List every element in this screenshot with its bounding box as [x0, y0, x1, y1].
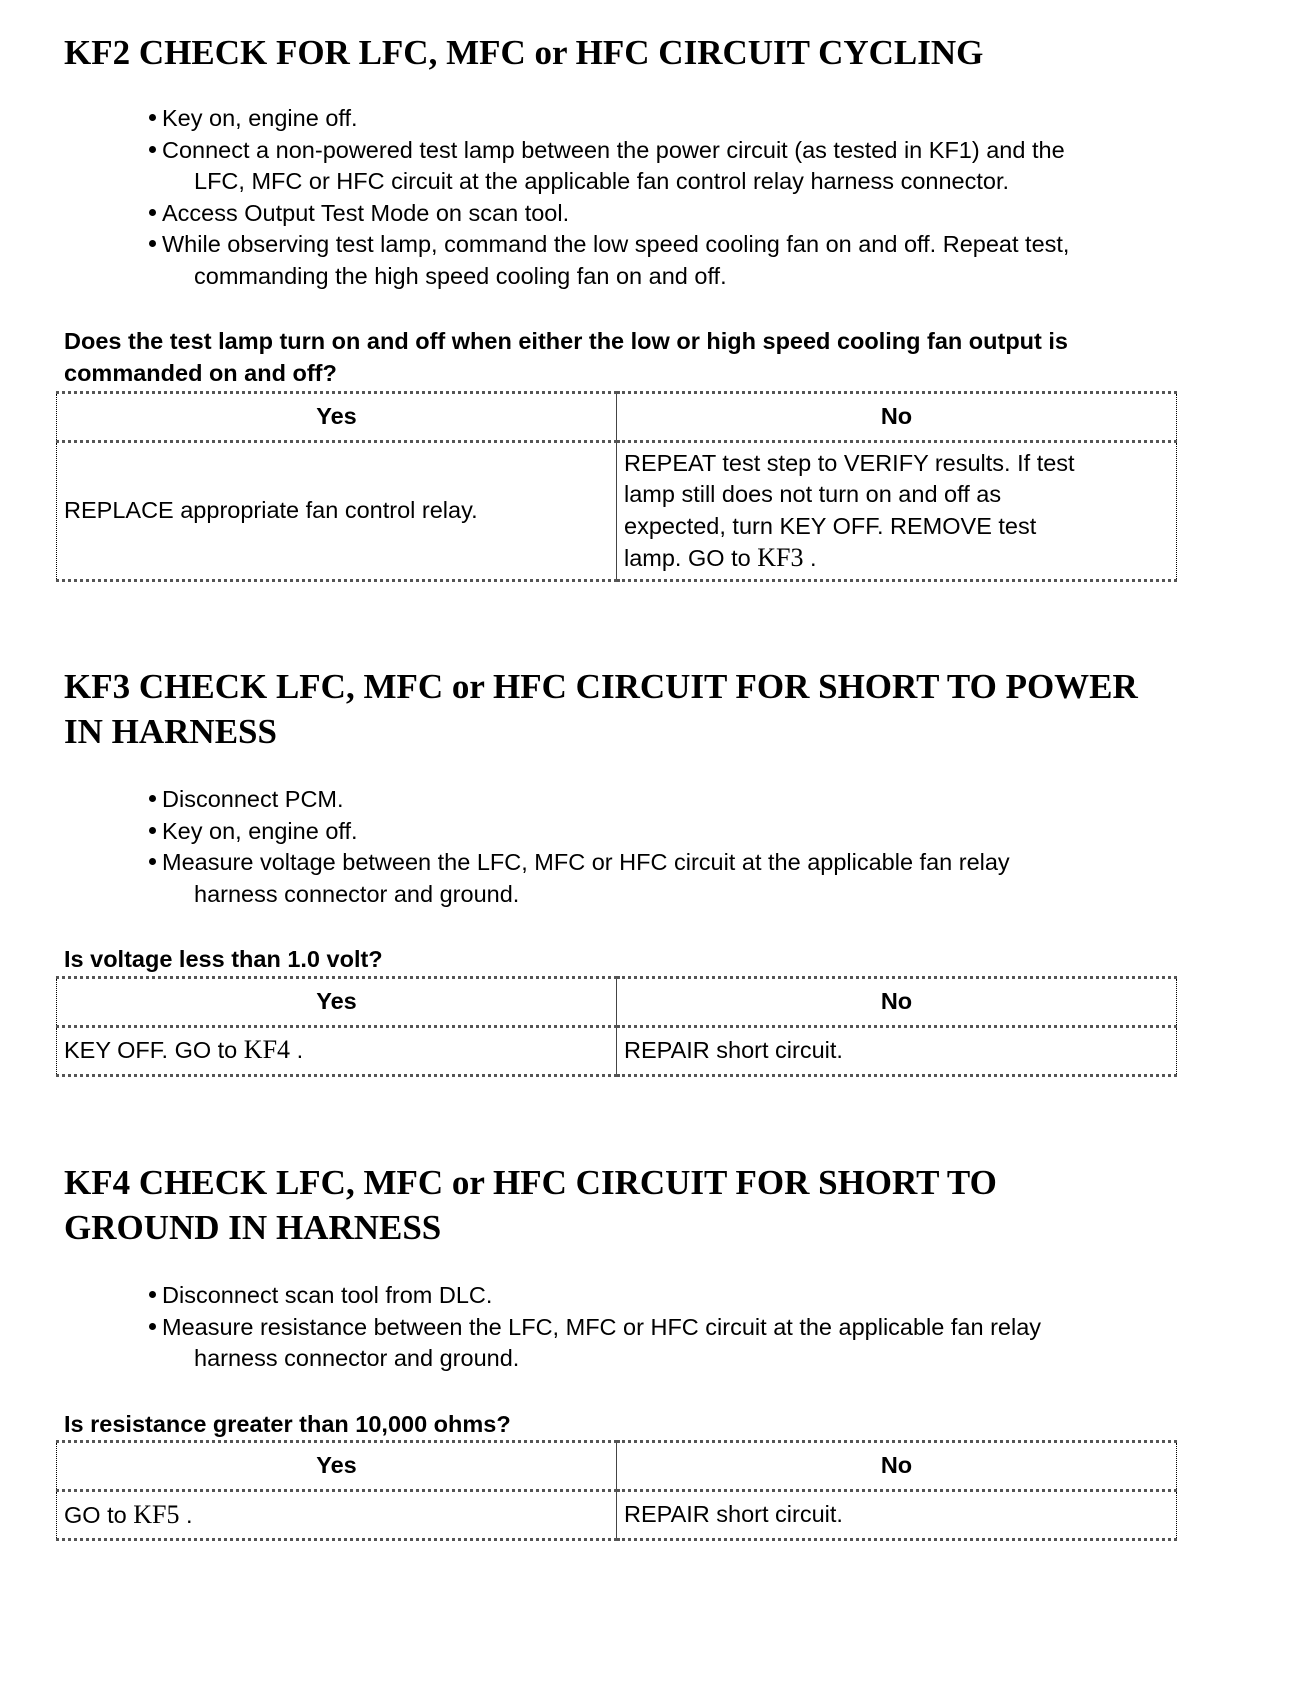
- bullet-icon: [149, 1323, 156, 1330]
- step-text-continued: harness connector and ground.: [194, 1345, 520, 1371]
- yes-action-text: REPLACE appropriate fan control relay.: [64, 497, 478, 524]
- yes-cell: [57, 1491, 617, 1540]
- yes-cell: [57, 1026, 617, 1075]
- step-text: While observing test lamp, command the low speed cooling fan on and off. Repeat test,: [162, 231, 1070, 257]
- no-action-text: lamp. GO to: [624, 545, 758, 571]
- step-item: [144, 847, 1254, 910]
- result-table-kf3: [56, 976, 1177, 1077]
- no-action-text: REPAIR short circuit.: [624, 1036, 843, 1063]
- table-row: [57, 1026, 1177, 1075]
- heading-line: IN HARNESS: [64, 712, 277, 751]
- result-table-kf4: [56, 1440, 1177, 1541]
- no-cell: [617, 442, 1177, 581]
- step-text: Access Output Test Mode on scan tool.: [162, 199, 570, 226]
- step-item: [144, 103, 1254, 135]
- section-kf4: [64, 1160, 1264, 1541]
- question-kf2: [64, 326, 1264, 389]
- step-text: Disconnect PCM.: [162, 786, 344, 812]
- section-heading-kf4: [64, 1160, 1264, 1250]
- bullet-icon: [149, 146, 156, 153]
- result-table-kf2: [56, 391, 1177, 582]
- yes-header: Yes: [57, 393, 617, 442]
- heading-line: GROUND IN HARNESS: [64, 1208, 442, 1247]
- heading-line: KF3 CHECK LFC, MFC or HFC CIRCUIT FOR SHORT TO POWER: [64, 667, 1138, 706]
- section-heading-kf2: [64, 30, 1264, 75]
- table-header-row: [57, 977, 1177, 1026]
- no-header: No: [617, 393, 1177, 442]
- bullet-icon: [149, 827, 156, 834]
- no-action-text: REPEAT test step to VERIFY results. If test: [624, 449, 1075, 476]
- step-text: Measure resistance between the LFC, MFC or HFC circuit at the applicable fan relay: [162, 1313, 1042, 1340]
- step-text-continued: LFC, MFC or HFC circuit at the applicable fan control relay harness connector.: [194, 168, 1010, 194]
- step-item: [144, 1280, 1254, 1312]
- no-action-text: lamp still does not turn on and off as: [624, 481, 1002, 507]
- step-text: Disconnect scan tool from DLC.: [162, 1282, 493, 1308]
- step-text: Key on, engine off.: [162, 817, 358, 844]
- question-line: Does the test lamp turn on and off when either the low or high speed cooling fan output is: [64, 328, 1068, 354]
- step-item: [144, 816, 1254, 848]
- bullet-icon: [149, 240, 156, 247]
- bullet-icon: [149, 209, 156, 216]
- step-item: [144, 1312, 1254, 1375]
- table-header-row: [57, 393, 1177, 442]
- bullet-icon: [149, 795, 156, 802]
- no-cell: [617, 1491, 1177, 1540]
- question-line: commanded on and off?: [64, 359, 337, 386]
- goto-kf5-link[interactable]: KF5: [133, 1499, 180, 1529]
- step-text: Key on, engine off.: [162, 105, 358, 131]
- step-text: Connect a non-powered test lamp between the power circuit (as tested in KF1) and the: [162, 136, 1065, 163]
- step-list-kf2: [144, 103, 1254, 292]
- bullet-icon: [149, 114, 156, 121]
- yes-action-suffix: .: [290, 1037, 304, 1064]
- question-line: Is resistance greater than 10,000 ohms?: [64, 1410, 511, 1437]
- yes-action-suffix: .: [179, 1501, 193, 1528]
- heading-line: KF4 CHECK LFC, MFC or HFC CIRCUIT FOR SHORT TO: [64, 1163, 997, 1202]
- no-cell: [617, 1026, 1177, 1075]
- no-header: No: [617, 1442, 1177, 1491]
- table-row: [57, 1491, 1177, 1540]
- no-action-suffix: .: [803, 545, 817, 571]
- yes-action-text: GO to: [64, 1501, 134, 1528]
- step-item: [144, 229, 1254, 292]
- section-kf3: [64, 664, 1264, 1077]
- section-kf2: [64, 30, 1264, 582]
- no-action-text: expected, turn KEY OFF. REMOVE test: [624, 512, 1037, 539]
- yes-action-text: KEY OFF. GO to: [64, 1037, 244, 1064]
- step-item: [144, 784, 1254, 816]
- section-heading-kf3: [64, 664, 1264, 754]
- yes-header: Yes: [57, 977, 617, 1026]
- step-list-kf3: [144, 784, 1254, 910]
- table-row: [57, 442, 1177, 581]
- table-header-row: [57, 1442, 1177, 1491]
- question-kf3: [64, 944, 1264, 976]
- no-action-text: REPAIR short circuit.: [624, 1501, 843, 1528]
- step-text-continued: commanding the high speed cooling fan on and off.: [194, 262, 727, 289]
- step-item: [144, 198, 1254, 230]
- bullet-icon: [149, 1291, 156, 1298]
- question-kf4: [64, 1409, 1264, 1441]
- yes-cell: [57, 442, 617, 581]
- no-header: No: [617, 977, 1177, 1026]
- step-list-kf4: [144, 1280, 1254, 1375]
- step-text-continued: harness connector and ground.: [194, 880, 520, 907]
- goto-kf4-link[interactable]: KF4: [243, 1035, 291, 1065]
- step-text: Measure voltage between the LFC, MFC or HFC circuit at the applicable fan relay: [162, 849, 1010, 875]
- yes-header: Yes: [57, 1442, 617, 1491]
- bullet-icon: [149, 858, 156, 865]
- goto-kf3-link[interactable]: KF3: [757, 543, 804, 572]
- step-item: [144, 135, 1254, 198]
- heading-line: KF2 CHECK FOR LFC, MFC or HFC CIRCUIT CYCLING: [64, 33, 984, 72]
- question-line: Is voltage less than 1.0 volt?: [64, 946, 383, 972]
